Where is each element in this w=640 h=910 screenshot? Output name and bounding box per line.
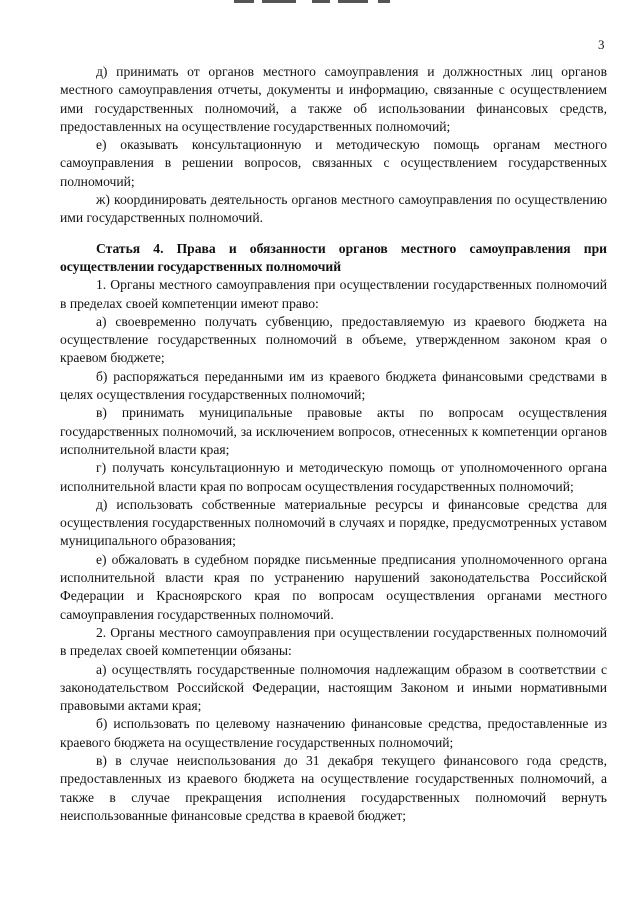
paragraph: д) принимать от органов местного самоуправления и должностных лиц органов местного самоуправления отчеты, документы и информацию, связанные с осуществлением ими государственных полномочий, а также об использовании финансовых средств, предоставленных на осуществление государственных полномочий; [60, 64, 607, 134]
paragraph: 1. Органы местного самоуправления при осуществлении государственных полномочий в пределах своей компетенции имеют право: [60, 277, 607, 311]
paragraph: ж) координировать деятельность органов местного самоуправления по осуществлению ими государственных полномочий. [60, 192, 607, 226]
scan-mark [338, 0, 368, 3]
scan-mark [312, 0, 330, 3]
article-heading: Статья 4. Права и обязанности органов местного самоуправления при осуществлении государственных полномочий [60, 240, 607, 274]
paragraph: в) принимать муниципальные правовые акты по вопросам осуществления государственных полномочий, за исключением вопросов, отнесенных к компетенции органов исполнительной власти края; [60, 405, 607, 457]
paragraph: е) оказывать консультационную и методическую помощь органам местного самоуправления в решении вопросов, связанных с осуществлением государственных полномочий; [60, 137, 607, 189]
paragraph: д) использовать собственные материальные ресурсы и финансовые средства для осуществления государственных полномочий в случаях и порядке, предусмотренных уставом муниципального образования; [60, 496, 607, 549]
page-number: 3 [598, 37, 605, 52]
paragraph: 2. Органы местного самоуправления при осуществлении государственных полномочий в пределах своей компетенции обязаны: [60, 624, 607, 659]
scan-mark [262, 0, 296, 3]
paragraph: б) использовать по целевому назначению финансовые средства, предоставленные из краевого бюджета на осуществление государственных полномочий; [60, 716, 607, 750]
paragraph: а) своевременно получать субвенцию, предоставляемую из краевого бюджета на осуществление государственных полномочий в объеме, утвержденном законом края о краевом бюджете; [60, 313, 607, 366]
paragraph: е) обжаловать в судебном порядке письменные предписания уполномоченного органа исполнительной власти края по устранению нарушений законодательства Российской Федерации и Красноярского края по вопросам осуществления органами местного самоуправления государственных полномочий. [60, 551, 607, 622]
document-body [60, 63, 607, 825]
paragraph: г) получать консультационную и методическую помощь от уполномоченного органа исполнительной власти края по вопросам осуществления государственных полномочий; [60, 460, 607, 494]
paragraph: б) распоряжаться переданными им из краевого бюджета финансовыми средствами в целях осуществления государственных полномочий; [60, 368, 607, 403]
paragraph: а) осуществлять государственные полномочия надлежащим образом в соответствии с законодательством Российской Федерации, настоящим Законом и иными нормативными правовыми актами края; [60, 661, 607, 714]
scan-mark [378, 0, 390, 3]
scan-mark [234, 0, 254, 3]
paragraph: в) в случае неиспользования до 31 декабря текущего финансового года средств, предоставленных из краевого бюджета на осуществление государственных полномочий, а также в случае прекращения исполнения государственных полномочий вернуть неиспользованные финансовые средства в краевой бюджет; [60, 752, 607, 823]
